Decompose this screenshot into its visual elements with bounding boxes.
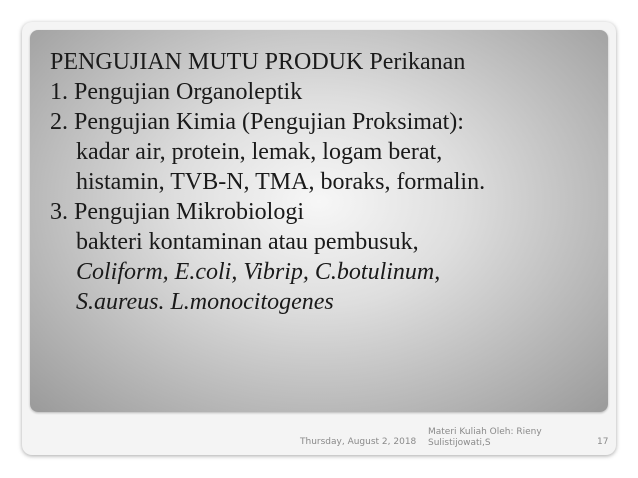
content-box [30,30,608,412]
footer-page-number: 17 [597,437,609,447]
footer-date: Thursday, August 2, 2018 [300,437,417,447]
body-line: bakteri kontaminan atau pembusuk, [76,229,419,255]
body-line: 3. Pengujian Mikrobiologi [50,199,304,225]
body-line: 2. Pengujian Kimia (Pengujian Proksimat): [50,109,464,135]
slide-body-text [50,47,485,317]
body-line: Coliform, E.coli, Vibrip, C.botulinum, [76,259,441,285]
body-line: histamin, TVB-N, TMA, boraks, formalin. [76,169,486,195]
body-line: 1. Pengujian Organoleptik [50,79,303,105]
footer-author: Materi Kuliah Oleh: Rieny Sulistijowati,S [428,427,542,448]
body-line: kadar air, protein, lemak, logam berat, [76,139,443,165]
body-line: S.aureus. L.monocitogenes [76,289,334,315]
slide-heading-line: PENGUJIAN MUTU PRODUK Perikanan [50,49,466,75]
